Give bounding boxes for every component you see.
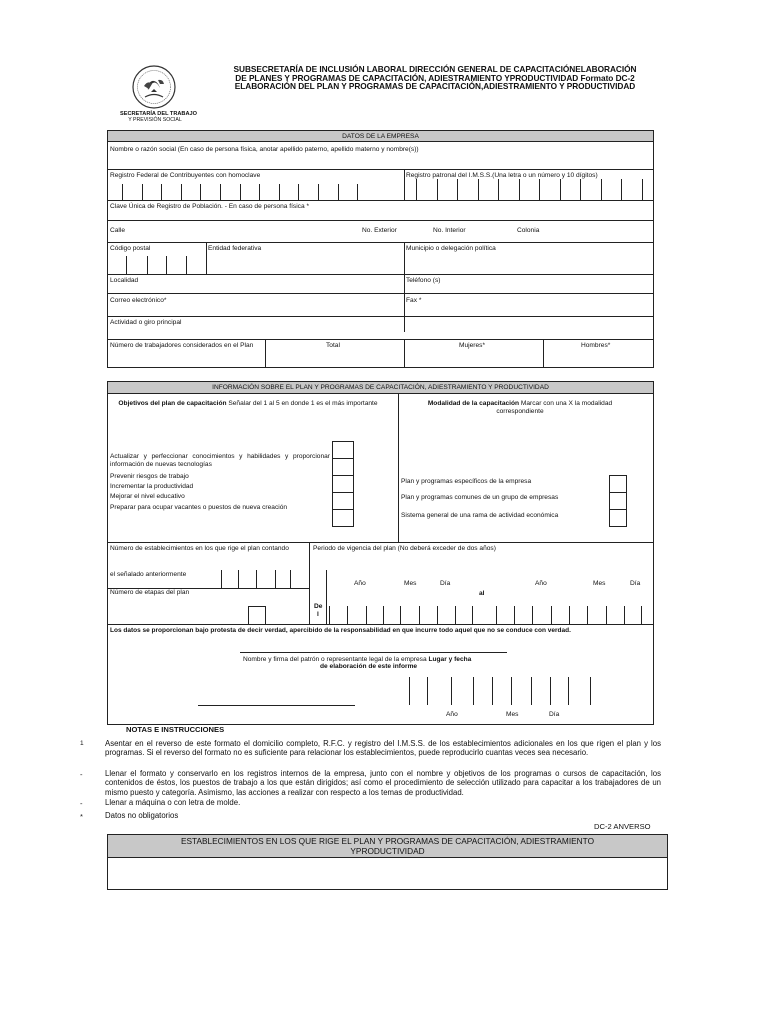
note-1-marker: 1 xyxy=(80,740,84,747)
objetivo-rank-box-1[interactable] xyxy=(332,441,354,459)
periodo-label: Periodo de vigencia del plan (No deberá exceder de dos años) xyxy=(313,545,496,552)
periodo-tick xyxy=(532,606,533,624)
objetivo-rank-box-4[interactable] xyxy=(332,492,354,510)
modalidad-checkbox-2[interactable] xyxy=(609,492,627,510)
fecha-tick xyxy=(473,677,474,705)
imss-tick xyxy=(498,179,499,200)
cp-tick xyxy=(186,256,187,274)
rfc-tick xyxy=(142,184,143,200)
plan-info-section xyxy=(107,381,654,725)
rfc-tick xyxy=(338,184,339,200)
objetivo-2: Prevenir riesgos de trabajo xyxy=(110,473,189,480)
periodo-tick xyxy=(383,606,384,624)
fecha-dia: Día xyxy=(549,711,560,718)
row-divider xyxy=(108,200,653,201)
periodo-mes-2: Mes xyxy=(593,580,606,587)
column-divider xyxy=(265,339,266,368)
objetivos-heading-bold: Objetivos del plan de capacitación xyxy=(118,400,227,407)
imss-tick xyxy=(642,179,643,200)
codigo-postal-label: Código postal xyxy=(110,245,151,252)
imss-tick xyxy=(621,179,622,200)
colonia-label: Colonia xyxy=(517,227,540,234)
objetivo-5: Preparar para ocupar vacantes o puestos de nueva creación xyxy=(110,504,288,511)
elaboracion-label: de elaboración de este informe xyxy=(320,663,418,670)
document-title xyxy=(218,65,652,91)
rfc-label: Registro Federal de Contribuyentes con homoclave xyxy=(110,172,261,179)
note-3-text: Llenar a máquina o con letra de molde. xyxy=(105,798,241,807)
plan-info-header: INFORMACIÓN SOBRE EL PLAN Y PROGRAMAS DE CAPACITACIÓN, ADIESTRAMIENTO Y PRODUCTIVIDAD xyxy=(108,382,653,394)
imss-tick xyxy=(560,179,561,200)
periodo-anio-1: Año xyxy=(354,580,366,587)
establecimientos-line-2: YPRODUCTIVIDAD xyxy=(350,845,425,856)
imss-tick xyxy=(457,179,458,200)
title-line-2: DE PLANES Y PROGRAMAS DE CAPACITACIÓN, ADIESTRAMIENTO YPRODUCTIVIDAD Formato DC-2 xyxy=(235,72,635,83)
imss-label: Registro patronal del I.M.S.S.(Una letra o un número y 10 dígitos) xyxy=(406,172,598,179)
objetivo-4: Mejorar el nivel educativo xyxy=(110,493,185,500)
objetivo-rank-box-5[interactable] xyxy=(332,509,354,527)
note-1-text: Asentar en el reverso de este formato el domicilio completo, R.F.C. y registro del I.M.S.S. de los establecimientos adicionales en los que rigen el plan y los programas. Si el reverso del formato no es suficiente para relacionar los establecimientos, puede reproducirlo cuantas veces sea necesario. xyxy=(105,739,661,758)
rfc-tick xyxy=(122,184,123,200)
imss-tick xyxy=(416,179,417,200)
fecha-tick xyxy=(451,677,452,705)
periodo-tick xyxy=(587,606,588,624)
fecha-anio: Año xyxy=(446,711,458,718)
actividad-label: Actividad o giro principal xyxy=(110,319,182,326)
note-3-marker: - xyxy=(80,799,83,808)
periodo-tick xyxy=(400,606,401,624)
imss-tick xyxy=(580,179,581,200)
estab-tick xyxy=(256,570,257,588)
periodo-dia-1: Día xyxy=(440,580,451,587)
periodo-anio-2: Año xyxy=(535,580,547,587)
row-divider xyxy=(108,169,653,170)
objetivos-heading xyxy=(112,400,384,408)
fecha-tick xyxy=(492,677,493,705)
num-trabajadores-label: Número de trabajadores considerados en el Plan xyxy=(110,342,254,349)
periodo-tick xyxy=(551,606,552,624)
fecha-tick xyxy=(531,677,532,705)
column-divider xyxy=(404,339,405,368)
row-divider xyxy=(108,624,653,625)
calle-label: Calle xyxy=(110,227,126,234)
row-divider xyxy=(108,242,653,243)
title-line-1: SUBSECRETARÍA DE INCLUSIÓN LABORAL DIRECCIÓN GENERAL DE CAPACITACIÓNELABORACIÓN xyxy=(233,64,637,74)
modalidad-heading xyxy=(410,400,630,415)
mujeres-label: Mujeres* xyxy=(459,342,486,349)
rfc-tick xyxy=(279,184,280,200)
lugar-fecha-label: Lugar y fecha xyxy=(428,656,472,663)
telefono-label: Teléfono (s) xyxy=(406,277,441,284)
periodo-divider-tick xyxy=(326,570,327,624)
row-divider xyxy=(108,293,653,294)
establecimientos-line-1: ESTABLECIMIENTOS EN LOS QUE RIGE EL PLAN Y PROGRAMAS DE CAPACITACIÓN, ADIESTRAMIENTO xyxy=(180,836,595,846)
imss-tick xyxy=(539,179,540,200)
periodo-tick xyxy=(606,606,607,624)
modalidad-2: Plan y programas comunes de un grupo de empresas xyxy=(401,494,559,501)
imss-tick xyxy=(601,179,602,200)
company-data-header: DATOS DE LA EMPRESA xyxy=(108,131,653,142)
fecha-tick xyxy=(590,677,591,705)
modalidad-heading-rest: Marcar con una X la modalidad correspondiente xyxy=(496,400,613,415)
rfc-tick xyxy=(357,184,358,200)
column-divider xyxy=(543,339,544,368)
periodo-tick xyxy=(641,606,642,624)
cp-tick xyxy=(166,256,167,274)
rfc-tick xyxy=(161,184,162,200)
periodo-tick xyxy=(472,606,473,624)
modalidad-3: Sistema general de una rama de actividad económica xyxy=(401,512,559,519)
periodo-tick xyxy=(496,606,497,624)
periodo-mes-1: Mes xyxy=(404,580,417,587)
modalidad-heading-bold: Modalidad de la capacitación xyxy=(427,400,520,407)
rfc-tick xyxy=(298,184,299,200)
modalidad-checkbox-1[interactable] xyxy=(609,475,627,493)
periodo-tick xyxy=(419,606,420,624)
periodo-de-sub: l xyxy=(317,611,319,618)
column-divider xyxy=(404,242,405,332)
company-data-section xyxy=(107,130,654,368)
estab-tick xyxy=(290,570,291,588)
razon-social-label: Nombre o razón social (En caso de persona física, anotar apellido paterno, apellido materno y nombre(s)) xyxy=(110,146,419,153)
curp-label: Clave Única de Registro de Población. - En caso de persona física * xyxy=(110,203,310,210)
localidad-label: Localidad xyxy=(110,277,139,284)
anverso-label: DC-2 ANVERSO xyxy=(594,822,651,831)
fecha-tick xyxy=(409,677,410,705)
fecha-tick xyxy=(550,677,551,705)
modalidad-1: Plan y programas específicos de la empresa xyxy=(401,478,532,485)
objetivo-rank-box-3[interactable] xyxy=(332,475,354,493)
senalado-label: el señalado anteriormente xyxy=(110,571,187,578)
num-etapas-input-box[interactable] xyxy=(248,606,266,624)
rfc-tick xyxy=(240,184,241,200)
cp-tick xyxy=(147,256,148,274)
no-interior-label: No. Interior xyxy=(433,227,466,234)
fecha-tick xyxy=(511,677,512,705)
objetivo-3: Incrementar la productividad xyxy=(110,483,194,490)
fecha-mes: Mes xyxy=(506,711,519,718)
objetivo-1: Actualizar y perfeccionar conocimientos y habilidades y proporcionar información de nuevas tecnologías xyxy=(110,453,330,468)
firma-label-text: Nombre y firma del patrón o representante legal de la empresa xyxy=(243,656,427,663)
estab-tick xyxy=(275,570,276,588)
logo-line-1: SECRETARÍA DEL TRABAJO xyxy=(120,111,197,117)
periodo-tick xyxy=(366,606,367,624)
entidad-label: Entidad federativa xyxy=(208,245,262,252)
rfc-tick xyxy=(259,184,260,200)
total-label: Total xyxy=(326,342,340,349)
periodo-tick xyxy=(437,606,438,624)
periodo-tick xyxy=(347,606,348,624)
protesta-text: Los datos se proporcionan bajo protesta de decir verdad, apercibido de la responsabilidad en que incurre todo aquel que no se conduce con verdad. xyxy=(110,627,571,634)
correo-label: Correo electrónico* xyxy=(110,297,167,304)
periodo-al-label: al xyxy=(479,590,485,597)
periodo-tick xyxy=(329,606,330,624)
estab-tick xyxy=(221,570,222,588)
no-exterior-label: No. Exterior xyxy=(362,227,397,234)
num-etapas-label: Número de etapas del plan xyxy=(110,589,190,596)
firma-line xyxy=(240,652,507,653)
note-4-text: Datos no obligatorios xyxy=(105,811,179,820)
column-divider xyxy=(309,542,310,624)
row-divider xyxy=(108,220,653,221)
lugar-line xyxy=(198,705,355,706)
modalidad-checkbox-3[interactable] xyxy=(609,509,627,527)
note-2-text: Llenar el formato y conservarlo en los registros internos de la empresa, junto con el nombre y objetivos de los programas o cursos de capacitación, los contenidos de éstos, los puestos de trabajo a los que están dirigidos; así como el procedimiento de selección utilizado para capacitar a los trabajadores de un mismo puesto y categoría. Asimismo, las acciones a realizar con respecto a los temas de productividad. xyxy=(105,769,661,797)
rfc-tick xyxy=(318,184,319,200)
num-establecimientos-label: Número de establecimientos en los que rige el plan contando xyxy=(110,545,289,552)
periodo-tick xyxy=(569,606,570,624)
row-divider xyxy=(108,274,653,275)
rfc-tick xyxy=(200,184,201,200)
row-divider xyxy=(108,542,653,543)
stps-logo xyxy=(118,64,197,124)
notes-title: NOTAS E INSTRUCCIONES xyxy=(126,725,225,734)
imss-tick xyxy=(519,179,520,200)
title-line-3: ELABORACIÓN DEL PLAN Y PROGRAMAS DE CAPACITACIÓN,ADIESTRAMIENTO Y PRODUCTIVIDAD xyxy=(234,81,636,92)
establecimientos-header xyxy=(108,835,667,858)
fecha-tick xyxy=(427,677,428,705)
municipio-label: Municipio o delegación política xyxy=(406,245,496,252)
cp-tick xyxy=(126,256,127,274)
row-divider xyxy=(108,339,653,340)
periodo-dia-2: Día xyxy=(630,580,641,587)
imss-tick xyxy=(478,179,479,200)
column-divider xyxy=(404,169,405,200)
rfc-tick xyxy=(181,184,182,200)
column-divider xyxy=(398,394,399,542)
periodo-tick xyxy=(624,606,625,624)
row-divider xyxy=(108,316,653,317)
hombres-label: Hombres* xyxy=(581,342,611,349)
rfc-tick xyxy=(220,184,221,200)
imss-tick xyxy=(437,179,438,200)
note-4-marker: * xyxy=(80,812,83,821)
objetivos-heading-rest: Señalar del 1 al 5 en donde 1 es el más importante xyxy=(226,400,378,407)
estab-tick xyxy=(238,570,239,588)
fecha-tick xyxy=(568,677,569,705)
periodo-de-label: De xyxy=(314,603,323,610)
periodo-tick xyxy=(514,606,515,624)
logo-line-2: Y PREVISIÓN SOCIAL xyxy=(128,117,182,123)
column-divider xyxy=(206,242,207,274)
note-2-marker: - xyxy=(80,770,83,779)
fax-label: Fax * xyxy=(406,297,422,304)
objetivo-rank-box-2[interactable] xyxy=(332,458,354,476)
periodo-tick xyxy=(455,606,456,624)
